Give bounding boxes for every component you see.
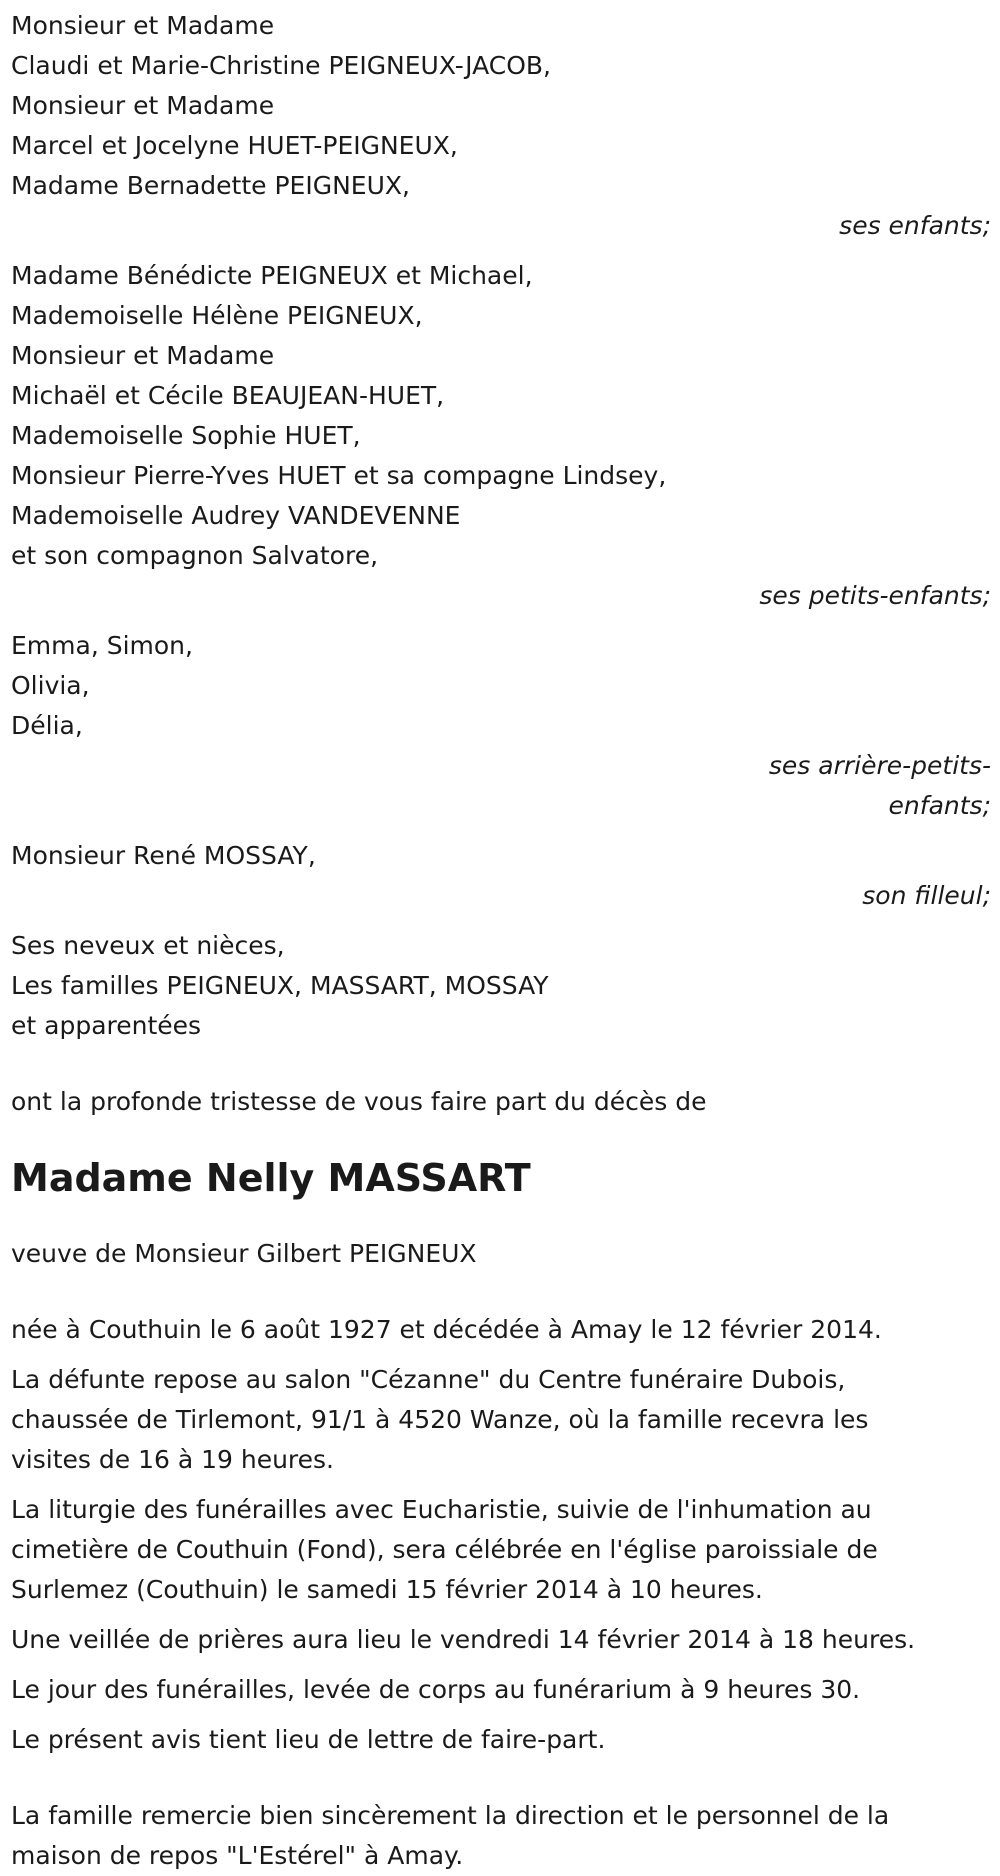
family-line: Monsieur et Madame — [11, 11, 275, 40]
relation-role: ses petits-enfants; — [759, 581, 991, 610]
family-line: Mademoiselle Sophie HUET, — [11, 421, 361, 450]
spacer — [11, 1710, 1000, 1720]
relation-role: ses enfants; — [839, 211, 991, 240]
funeral-day-paragraph: Le jour des funérailles, levée de corps au funérarium à 9 heures 30. — [11, 1675, 861, 1704]
paragraph-line: La famille remercie bien sincèrement la direction et le personnel de la — [11, 1801, 890, 1830]
family-line: Michaël et Cécile BEAUJEAN-HUET, — [11, 381, 445, 410]
family-line: Monsieur et Madame — [11, 341, 275, 370]
family-line: Délia, — [11, 711, 83, 740]
family-line: Claudi et Marie-Christine PEIGNEUX-JACOB, — [11, 51, 551, 80]
family-line: Emma, Simon, — [11, 631, 193, 660]
family-line: Monsieur René MOSSAY, — [11, 841, 316, 870]
spacer — [11, 1122, 1000, 1156]
spacer — [11, 1660, 1000, 1670]
relation-role-line2: enfants; — [888, 791, 991, 820]
family-line: Marcel et Jocelyne HUET-PEIGNEUX, — [11, 131, 458, 160]
paragraph-line: chaussée de Tirlemont, 91/1 à 4520 Wanze, où la famille recevra les — [11, 1405, 869, 1434]
vigil-paragraph: Une veillée de prières aura lieu le vendredi 14 février 2014 à 18 heures. — [11, 1625, 916, 1654]
spacer — [11, 616, 1000, 626]
spacer — [11, 1046, 1000, 1082]
paragraph-line: Surlemez (Couthuin) le samedi 15 février 2014 à 10 heures. — [11, 1575, 763, 1604]
family-line: Olivia, — [11, 671, 90, 700]
notice-paragraph: Le présent avis tient lieu de lettre de faire-part. — [11, 1725, 606, 1754]
paragraph-line: maison de repos "L'Estérel" à Amay. — [11, 1841, 464, 1870]
family-line: Madame Bénédicte PEIGNEUX et Michael, — [11, 261, 533, 290]
announcement-text: ont la profonde tristesse de vous faire part du décès de — [11, 1087, 707, 1116]
deceased-name: Madame Nelly MASSART — [11, 1156, 531, 1200]
paragraph-line: cimetière de Couthuin (Fond), sera célébrée en l'église paroissiale de — [11, 1535, 878, 1564]
family-line: Ses neveux et nièces, — [11, 931, 285, 960]
family-line: Mademoiselle Audrey VANDEVENNE — [11, 501, 461, 530]
spacer — [11, 1350, 1000, 1360]
paragraph-line: visites de 16 à 19 heures. — [11, 1445, 334, 1474]
widow-of-text: veuve de Monsieur Gilbert PEIGNEUX — [11, 1239, 477, 1268]
rest-paragraph — [11, 1360, 991, 1480]
family-line: et son compagnon Salvatore, — [11, 541, 379, 570]
family-line: et apparentées — [11, 1011, 202, 1040]
family-line: Monsieur Pierre-Yves HUET et sa compagne Lindsey, — [11, 461, 667, 490]
spacer — [11, 1760, 1000, 1796]
family-line: Mademoiselle Hélène PEIGNEUX, — [11, 301, 423, 330]
spacer — [11, 1200, 1000, 1234]
spacer — [11, 1610, 1000, 1620]
paragraph-line: La liturgie des funérailles avec Eucharistie, suivie de l'inhumation au — [11, 1495, 872, 1524]
spacer — [11, 916, 1000, 926]
family-line: Madame Bernadette PEIGNEUX, — [11, 171, 410, 200]
children-section — [11, 6, 991, 246]
thanks-paragraph — [11, 1796, 991, 1876]
spacer — [11, 826, 1000, 836]
relation-role: son filleul; — [862, 881, 991, 910]
godson-section — [11, 836, 991, 916]
great-grandchildren-section — [11, 626, 991, 826]
liturgy-paragraph — [11, 1490, 991, 1610]
birth-death-paragraph: née à Couthuin le 6 août 1927 et décédée à Amay le 12 février 2014. — [11, 1315, 882, 1344]
relation-role-line1: ses arrière-petits- — [768, 751, 991, 780]
family-line: Les familles PEIGNEUX, MASSART, MOSSAY — [11, 971, 549, 1000]
spacer — [11, 246, 1000, 256]
family-line: Monsieur et Madame — [11, 91, 275, 120]
paragraph-line: La défunte repose au salon "Cézanne" du Centre funéraire Dubois, — [11, 1365, 846, 1394]
grandchildren-section — [11, 256, 991, 616]
spacer — [11, 1480, 1000, 1490]
spacer — [11, 1274, 1000, 1310]
relatives-section — [11, 926, 991, 1046]
